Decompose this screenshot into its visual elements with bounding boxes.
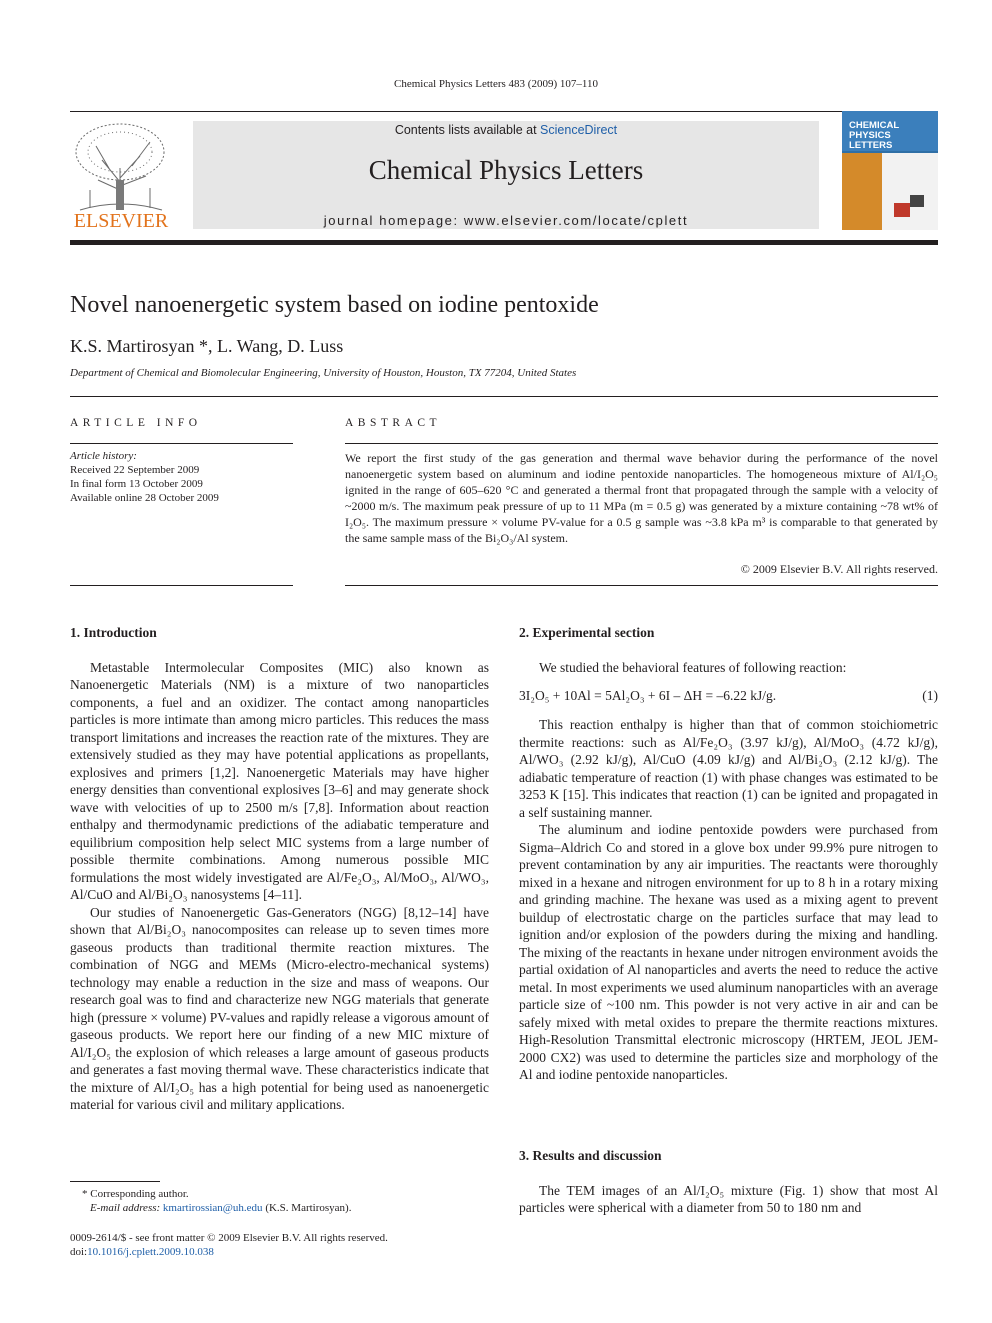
elsevier-logo [70, 120, 172, 232]
results-section [519, 1147, 938, 1217]
abstract-copyright: © 2009 Elsevier B.V. All rights reserved. [740, 562, 938, 576]
introduction-section [70, 624, 489, 1114]
issn-footnote [70, 1231, 500, 1259]
corresponding-footnote [70, 1187, 500, 1215]
received-date: Received 22 September 2009 [70, 464, 200, 476]
results-paragraph-1: The TEM images of an Al/I₂O₅ mixture (Fig. 1) show that most Al particles were spherical with a diameter from 50 to 180 nm and [519, 1182, 938, 1215]
front-matter-rule [70, 396, 938, 397]
journal-title: Chemical Physics Letters [368, 155, 644, 185]
publisher-wordmark: ELSEVIER [73, 210, 169, 232]
author-list: K.S. Martirosyan *, L. Wang, D. Luss [70, 336, 344, 356]
sciencedirect-link[interactable]: ScienceDirect [540, 123, 618, 137]
abstract-rule [345, 443, 938, 444]
footnote-rule [70, 1181, 160, 1182]
equation-body: 3I₂O₅ + 10Al = 5Al₂O₃ + 6I – ΔH = –6.22 kJ/g. [519, 688, 777, 703]
email-link[interactable]: kmartirossian@uh.edu [162, 1202, 263, 1214]
article-info-label: ARTICLE INFO [70, 417, 202, 429]
issn-line: 0009-2614/$ - see front matter © 2009 Elsevier B.V. All rights reserved. [70, 1232, 388, 1244]
experimental-paragraph-1: We studied the behavioral features of following reaction: [539, 659, 847, 675]
journal-cover [842, 111, 938, 230]
corresponding-author-note: * Corresponding author. [82, 1188, 189, 1200]
abstract-label: ABSTRACT [345, 417, 442, 429]
journal-homepage-link[interactable]: journal homepage: www.elsevier.com/locate/cplett [323, 213, 689, 228]
article-history [70, 449, 295, 505]
final-form-date: In final form 13 October 2009 [70, 478, 203, 490]
experimental-section [519, 624, 938, 676]
equation-1 [519, 688, 938, 704]
history-label: Article history: [70, 450, 137, 462]
email-suffix: (K.S. Martirosyan). [262, 1202, 352, 1214]
running-head: Chemical Physics Letters 483 (2009) 107–110 [394, 78, 598, 90]
abstract-bottom-rule [345, 585, 938, 586]
header-thick-rule [70, 240, 938, 245]
experimental-body [519, 716, 938, 1084]
intro-paragraph-1: Metastable Intermolecular Composites (MIC) also known as Nanoenergetic Materials (NM) is a mixture of two nanoparticles components, a fuel and an oxidizer. The contact among nanoparticles particles is more intimate than among micro particles. This reduces the mass transport limitations and increases the reaction rate of the mixtures. They are extensively studied as they may have potential applications as propellants, explosives and primers [1,2]. Nanoenergetic Materials may have higher energy densities than conventional explosives [3–6] and may generate shock wave with velocities of up to 2500 m/s [7,8]. Information about reaction enthalpy and thermodynamic predictions of the adiabatic temperature and equilibrium composition help select MIC systems from a large number of possible thermite combinations. Among numerous possible MIC formulations the most widely investigated are Al/Fe₂O₃, Al/MoO₃, Al/WO₃, Al/CuO and Al/Bi₂O₃ nanosystems [4–11]. [70, 659, 489, 902]
journal-header-band [193, 121, 819, 229]
online-date: Available online 28 October 2009 [70, 492, 219, 504]
abstract-text: We report the first study of the gas generation and thermal wave behavior during the performance of the novel nanoenergetic system based on aluminum and iodine pentoxide nanoparticles. The homogeneous mixture of Al/I₂O₅ ignited in the range of 605–620 °C and generated a thermal front that propagated through the sample with a velocity of ~2000 m/s. The maximum peak pressure of up to 11 MPa (m = 0.5 g) was generated by a mixture containing ~78 wt% of I₂O₅. The maximum pressure × volume PV-value for a 0.5 g sample was ~3.8 kPa m³ is comparable to that generated by the same sample mass of the Bi₂O₃/Al system. [345, 451, 938, 545]
equation-number: (1) [922, 688, 938, 703]
introduction-heading: 1. Introduction [70, 625, 157, 640]
article-info-rule [70, 443, 293, 444]
header-rule [70, 111, 938, 112]
article-info-bottom-rule [70, 585, 293, 586]
doi-label: doi: [70, 1246, 88, 1258]
email-label: E-mail address: [90, 1202, 163, 1214]
experimental-paragraph-3: The aluminum and iodine pentoxide powders were purchased from Sigma–Aldrich Co and stored in a glove box under 99.9% pure nitrogen to prevent contamination by any air impurities. The reactants were thoroughly mixed in a hexane and nitrogen environment for up to 8 h in a rotary mixing and grinding machine. The hexane was used as a mixing agent to prevent buildup of electrostatic charge on the particles surface that may lead to ignition and/or explosion of the powders during the mixing and handling. The mixing of the reactants in hexane under nitrogen environment avoids the partial oxidation of Al nanoparticles and averts the need to reduce the active metal. In most experiments we used aluminum nanoparticles with an average particle size of ~100 nm. This powder is not very active in air and can be safely mixed with metal oxides to prepare the thermite reactions mixtures. High-Resolution Transmittal electronic microscopy (HRTEM, JEOL JEM-2000 CX2) was used to determine the particles size and morphology of the Al and iodine pentoxide nanoparticles. [519, 822, 938, 1082]
intro-paragraph-2: Our studies of Nanoenergetic Gas-Generators (NGG) [8,12–14] have shown that Al/Bi₂O₃ nanocomposites can release up to seven times more gaseous products than traditional thermite reaction mixtures. The combination of NGG and MEMs (Micro-electro-mechanical systems) technology may enable a reduction in the size and mass of weapons. Our research goal was to find and characterize new NGG materials that generate high (pressure × volume) PV-values and rapidly release a vigorous amount of gaseous products. We report here our finding of a new MIC mixture of Al/I₂O₅ the explosion of which releases a large amount of gaseous products and generates a fast moving thermal wave. These characteristics indicate that the mixture of Al/I₂O₅ has a high potential for being used as nanoenergetic material for various civil and military applications. [70, 904, 489, 1112]
cover-graphic-right [882, 153, 938, 230]
doi-link[interactable]: 10.1016/j.cplett.2009.10.038 [87, 1246, 214, 1258]
cover-title: CHEMICAL PHYSICS LETTERS [849, 120, 899, 151]
results-heading: 3. Results and discussion [519, 1148, 662, 1163]
cover-graphic-left [842, 153, 882, 230]
article-title: Novel nanoenergetic system based on iodine pentoxide [70, 292, 599, 318]
affiliation: Department of Chemical and Biomolecular Engineering, University of Houston, Houston, TX 77204, United States [70, 367, 577, 379]
experimental-paragraph-2: This reaction enthalpy is higher than that of common stoichiometric thermite reactions: such as Al/Fe₂O₃ (3.97 kJ/g), Al/MoO₃ (4.72 kJ/g), Al/WO₃ (2.92 kJ/g), Al/CuO (4.09 kJ/g) and Al/Bi₂O₃ (2.12 kJ/g). The adiabatic temperature of reaction (1) with phase changes was estimated to be 3253 K [15]. This indicates that reaction (1) can be ignited and propagated in a self sustaining manner. [519, 717, 938, 820]
contents-line: Contents lists available at ScienceDirect [394, 123, 618, 137]
experimental-heading: 2. Experimental section [519, 625, 655, 640]
